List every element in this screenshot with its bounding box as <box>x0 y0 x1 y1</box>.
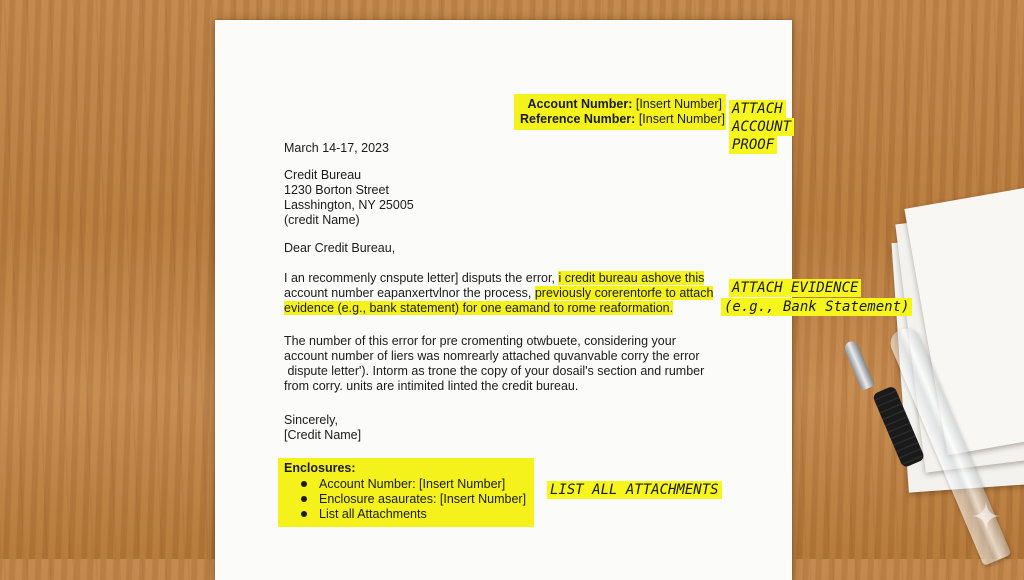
paragraph2-line4: from corry. units are intimited linted the credit bureau. <box>284 379 579 393</box>
enclosure-item <box>301 492 526 507</box>
bullet-icon <box>301 481 307 487</box>
signature: [Credit Name] <box>284 428 362 442</box>
paragraph2-line1: The number of this error for pre cromenting otwbuete, considering your <box>284 334 676 348</box>
sparkle-icon <box>970 500 1002 532</box>
account-number-line <box>520 97 722 112</box>
letter-date: March 14-17, 2023 <box>284 141 389 155</box>
paragraph1-line1-highlight: i credit bureau ashove this <box>558 271 705 285</box>
paragraph1-line1 <box>284 271 704 286</box>
annotation-attach-line2: ACCOUNT <box>729 118 794 136</box>
enclosure-item-text: Enclosure asaurates: [Insert Number] <box>319 492 527 506</box>
enclosures-title: Enclosures: <box>284 461 356 475</box>
paragraph1-line3-highlight: evidence (e.g., bank statement) for one eamand to rome reaformation. <box>284 301 674 315</box>
enclosure-item-text: Account Number: [Insert Number] <box>319 477 506 491</box>
paragraph1-line2-text: account number eapanxertvlnor the process, <box>284 286 535 300</box>
recipient-contact: (credit Name) <box>284 213 360 227</box>
reference-number-value: [Insert Number] <box>638 112 725 126</box>
recipient-street: 1230 Borton Street <box>284 183 389 197</box>
enclosure-item <box>301 507 427 522</box>
enclosure-item-text: List all Attachments <box>319 507 427 521</box>
annotation-attach-line1: ATTACH <box>729 100 786 118</box>
paragraph1-line2-highlight: previously corerentorfe to attach <box>534 286 714 300</box>
paragraph1-line1-text: I an recommenly cnspute letter] disputs the error, <box>284 271 559 285</box>
salutation: Dear Credit Bureau, <box>284 241 396 255</box>
recipient-city: Lasshington, NY 25005 <box>284 198 414 212</box>
annotation-list-attachments: LIST ALL ATTACHMENTS <box>547 481 722 499</box>
annotation-evidence-line1: ATTACH EVIDENCE <box>729 279 861 297</box>
enclosure-item <box>301 477 505 492</box>
reference-number-line <box>520 112 725 127</box>
paragraph1-line3 <box>284 301 673 316</box>
paragraph2-line3: dispute letter'). Intorm as trone the copy of your dosail's section and rumber <box>284 364 705 378</box>
bullet-icon <box>301 511 307 517</box>
annotation-attach-line3: PROOF <box>729 136 777 154</box>
account-number-value: [Insert Number] <box>635 97 722 111</box>
paragraph1-line2 <box>284 286 713 301</box>
pen-tip <box>843 339 875 390</box>
account-number-label: Account Number: <box>527 97 633 111</box>
paragraph2-line2: account number of liers was nomrearly attached quvanvable corry the error <box>284 349 700 363</box>
annotation-evidence-line2: (e.g., Bank Statement) <box>721 298 912 316</box>
bullet-icon <box>301 496 307 502</box>
closing: Sincerely, <box>284 413 338 427</box>
reference-number-label: Reference Number: <box>520 112 636 126</box>
recipient-name: Credit Bureau <box>284 168 362 182</box>
